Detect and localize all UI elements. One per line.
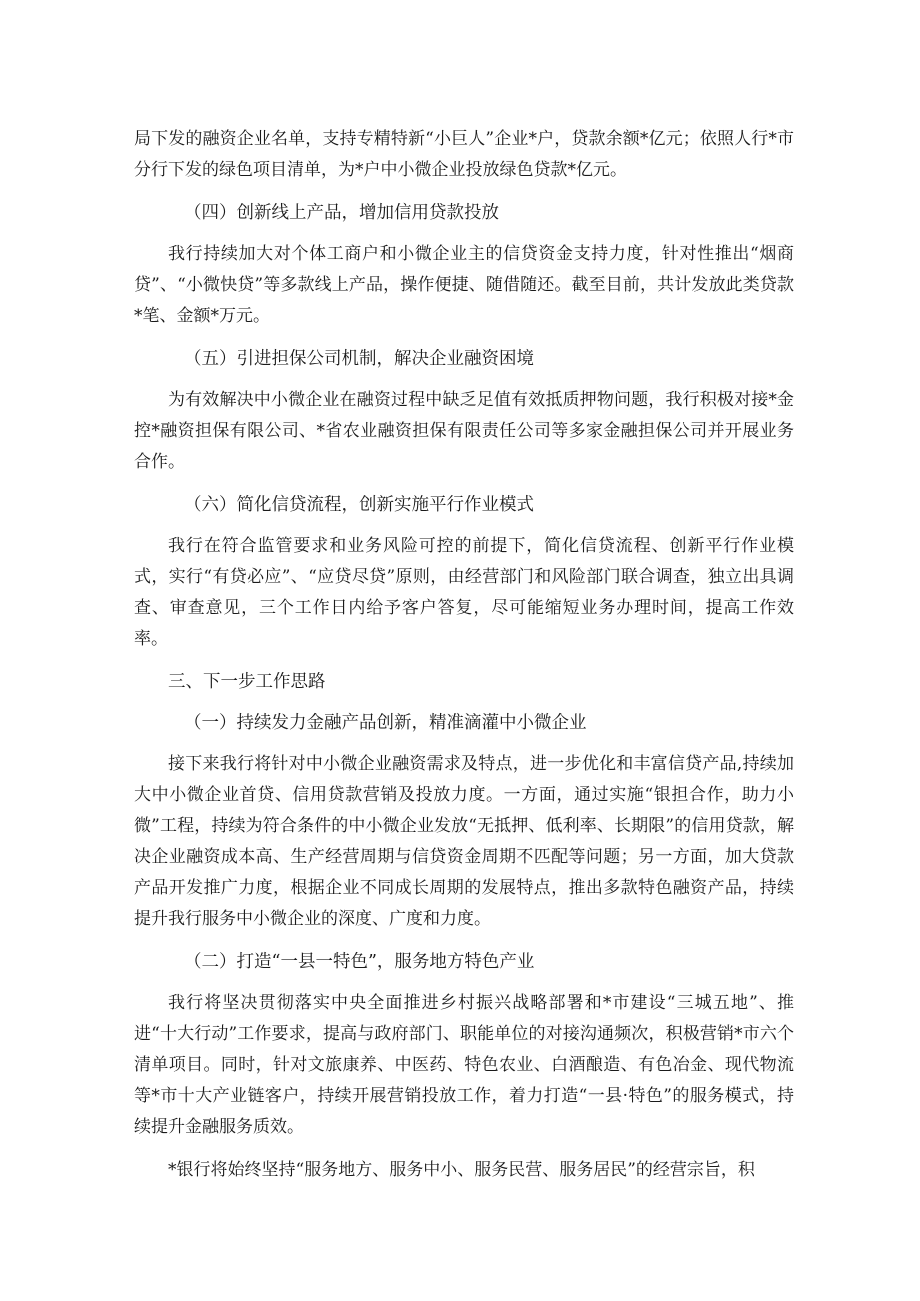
section-title-next-steps: 三、下一步工作思路 bbox=[168, 672, 326, 692]
heading-section-5: （五）引进担保公司机制，解决企业融资困境 bbox=[184, 349, 534, 369]
paragraph-section-5: 为有效解决中小微企业在融资过程中缺乏足值有效抵质押物问题，我行积极对接*金控*融资担保有限公司、*省农业融资担保有限责任公司等多家金融担保公司并开展业务合作。 bbox=[134, 390, 794, 472]
paragraph-next-2: 我行将坚决贯彻落实中央全面推进乡村振兴战略部署和*市建设“三城五地”、推进“十大行动”工作要求，提高与政府部门、职能单位的对接沟通频次，积极营销*市六个清单项目。同时，针对文旅康养、中医药、特色农业、白酒酿造、有色冶金、现代物流等*市十大产业链客户，持续开展营销投放工作，着力打造“一县·特色”的服务模式，持续提升金融服务质效。 bbox=[134, 993, 794, 1137]
paragraph-closing: *银行将始终坚持“服务地方、服务中小、服务民营、服务居民”的经营宗旨，积 bbox=[168, 1160, 755, 1180]
paragraph-intro: 局下发的融资企业名单，支持专精特新“小巨人”企业*户，贷款余额*亿元；依照人行*市分行下发的绿色项目清单，为*户中小微企业投放绿色贷款*亿元。 bbox=[134, 129, 794, 180]
paragraph-section-6: 我行在符合监管要求和业务风险可控的前提下，简化信贷流程、创新平行作业模式，实行“有贷必应”、“应贷尽贷”原则，由经营部门和风险部门联合调查，独立出具调查、审查意见，三个工作日内给予客户答复，尽可能缩短业务办理时间，提高工作效率。 bbox=[134, 536, 794, 649]
paragraph-section-4: 我行持续加大对个体工商户和小微企业主的信贷资金支持力度，针对性推出“烟商贷”、“小微快贷”等多款线上产品，操作便捷、随借随还。截至目前，共计发放此类贷款*笔、金额*万元。 bbox=[134, 244, 794, 326]
heading-next-1: （一）持续发力金融产品创新，精准滴灌中小微企业 bbox=[184, 713, 587, 733]
heading-section-4: （四）创新线上产品，增加信用贷款投放 bbox=[184, 203, 499, 223]
heading-next-2: （二）打造“一县一特色”，服务地方特色产业 bbox=[184, 952, 535, 972]
document-page bbox=[134, 124, 794, 1186]
paragraph-next-1: 接下来我行将针对中小微企业融资需求及特点，进一步优化和丰富信贷产品,持续加大中小微企业首贷、信用贷款营销及投放力度。一方面，通过实施“银担合作，助力小微”工程，持续为符合条件的中小微企业发放“无抵押、低利率、长期限”的信用贷款，解决企业融资成本高、生产经营周期与信贷资金周期不匹配等问题；另一方面，加大贷款产品开发推广力度，根据企业不同成长周期的发展特点，推出多款特色融资产品，持续提升我行服务中小微企业的深度、广度和力度。 bbox=[134, 754, 794, 929]
heading-section-6: （六）简化信贷流程，创新实施平行作业模式 bbox=[184, 495, 534, 515]
